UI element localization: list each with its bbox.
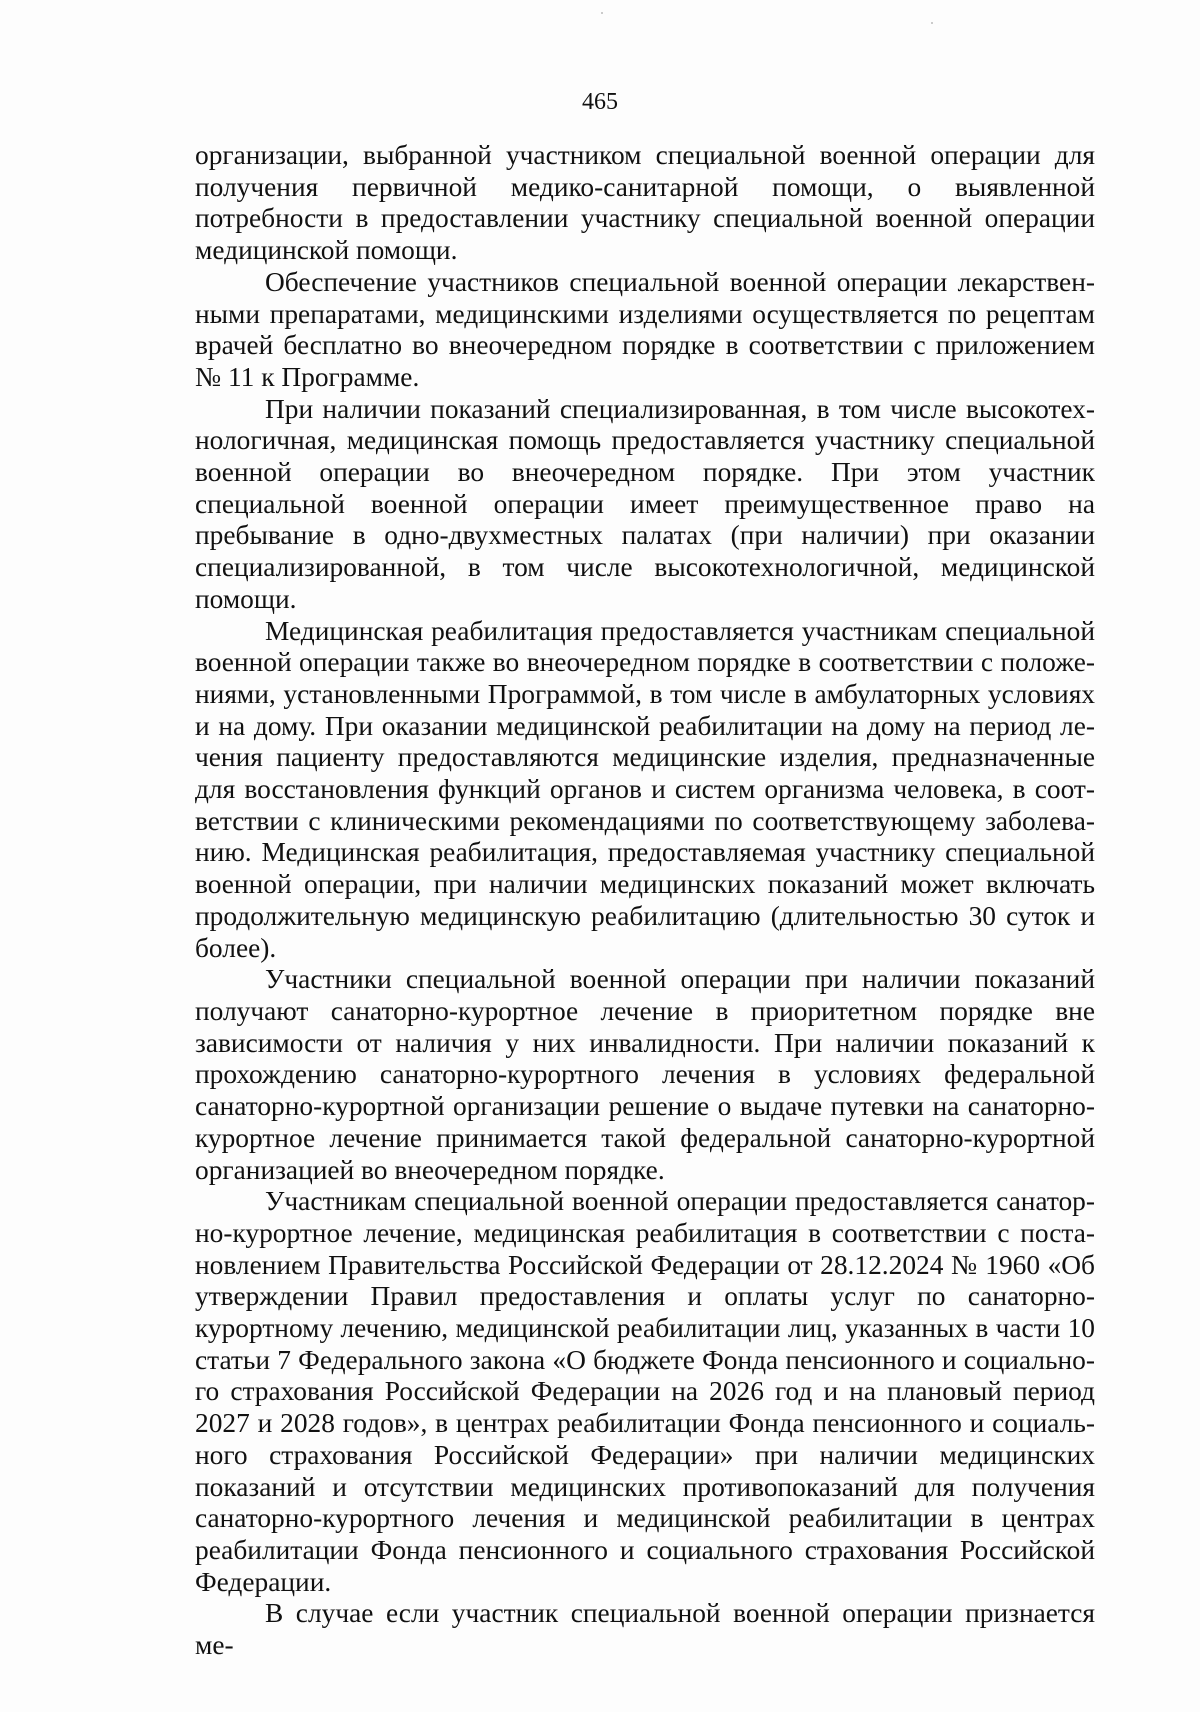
paragraph-sanatorium-rules: Участникам специальной военной операции предоставляется санаторно-курортное лечение, медицинская реабилитация в соответствии с постановлением Правительства Российской Федерации от 28.12.2024 № 1960 «Об утверждении Правил предоставления и оплаты услуг по санаторно-курортному лечению, медицинской реабилитации лиц, указанных в части 10 статьи 7 Федерального закона «О бюджете Фонда пенсионного и социального страхования Российской Федерации на 2026 год и на плановый период 2027 и 2028 годов», в центрах реабилитации Фонда пенсионного и социального страхования Российской Федерации» при наличии медицинских показаний и отсутствии медицинских противопоказаний для получения санаторно-курортного лечения и медицинской реабилитации в центрах реабилитации Фонда пенсионного и социального страхования Российской Федерации. — [195, 1186, 1095, 1597]
scan-speck — [601, 12, 603, 14]
document-body — [195, 140, 1095, 1662]
paragraph-continuation: организации, выбранной участником специальной военной операции для получения первичной медико-санитарной помощи, о выявленной потребности в предоставлении участнику специальной военной операции медицинской помощи. — [195, 140, 1095, 266]
scan-speck — [931, 22, 933, 24]
paragraph-sanatorium-priority: Участники специальной военной операции при наличии показаний получают санаторно-курортное лечение в приоритетном порядке вне зависимости от наличия у них инвалидности. При наличии показаний к прохождению санаторно-курортного лечения в условиях федеральной санаторно-курортной организации решение о выдаче путевки на санаторно-курортное лечение принимается такой федеральной санаторно-курортной организацией во внеочередном порядке. — [195, 964, 1095, 1185]
page-number: 465 — [582, 89, 618, 115]
paragraph-final: В случае если участник специальной военной операции признается ме- — [195, 1598, 1095, 1661]
paragraph-rehabilitation: Медицинская реабилитация предоставляется участникам специальной военной операции также во внеочередном порядке в соответствии с положениями, установленными Программой, в том числе в амбулаторных условиях и на дому. При оказании медицинской реабилитации на дому на период лечения пациенту предоставляются медицинские изделия, предназначенные для восстановления функций органов и систем организма человека, в соответствии с клиническими рекомендациями по соответствующему заболеванию. Медицинская реабилитация, предоставляемая участнику специальной военной операции, при наличии медицинских показаний может включать продолжительную медицинскую реабилитацию (длительностью 30 суток и более). — [195, 615, 1095, 963]
paragraph-specialized-care: При наличии показаний специализированная, в том числе высокотехнологичная, медицинская помощь предоставляется участнику специальной военной операции во внеочередном порядке. При этом участник специальной военной операции имеет преимущественное право на пребывание в одно-двухместных палатах (при наличии) при оказании специализированной, в том числе высокотехнологичной, медицинской помощи. — [195, 393, 1095, 614]
paragraph-medicines: Обеспечение участников специальной военной операции лекарственными препаратами, медицинскими изделиями осуществляется по рецептам врачей бесплатно во внеочередном порядке в соответствии с приложением № 11 к Программе. — [195, 266, 1095, 392]
